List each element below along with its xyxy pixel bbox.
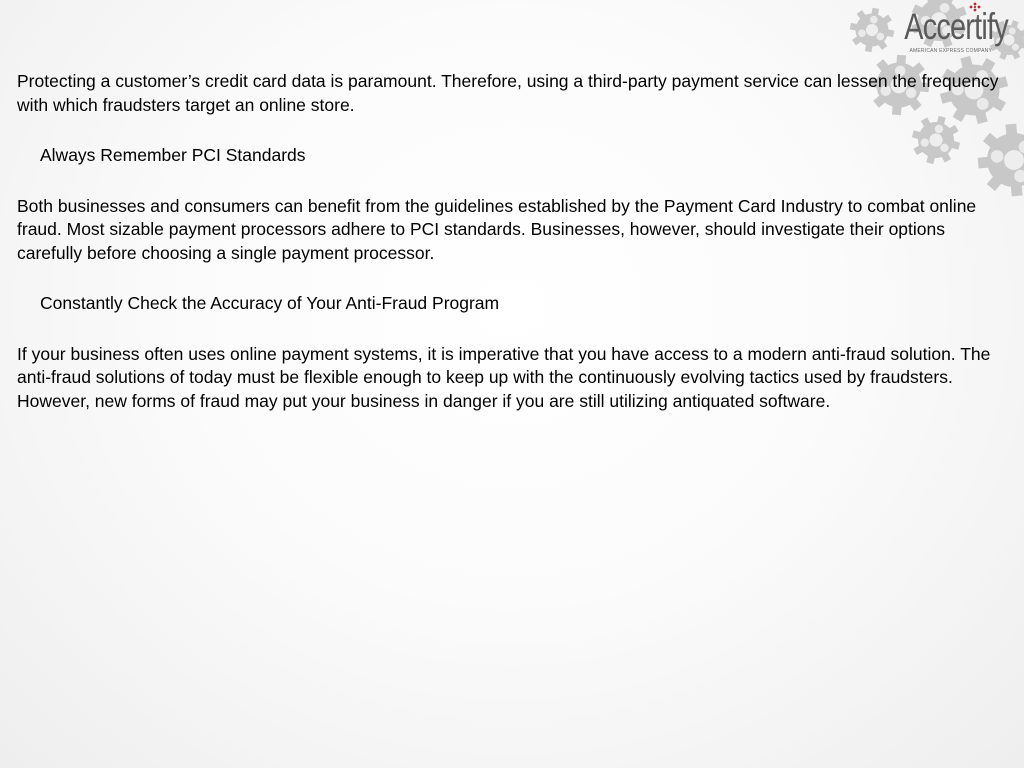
paragraph-anti-fraud: If your business often uses online payment systems, it is imperative that you have access to a modern anti-fraud solution. The anti-fraud solutions of today must be flexible enough to keep up with the continuously evolving tactics used by fraudsters. However, new forms of fraud may put your business in danger if you are still utilizing antiquated software. (17, 343, 991, 411)
heading-anti-fraud-program: Constantly Check the Accuracy of Your Anti-Fraud Program (40, 293, 500, 313)
paragraph-pci: Both businesses and consumers can benefit from the guidelines established by the Payment Card Industry to combat online fraud. Most sizable payment processors adhere to PCI standards. Businesses, however, should investigate their options carefully before choosing a single payment processor. (17, 195, 977, 263)
brand-logo (904, 2, 1016, 62)
logo-text: Accertify (904, 6, 1008, 47)
heading-pci-standards: Always Remember PCI Standards (40, 145, 306, 165)
paragraph-intro: Protecting a customer’s credit card data is paramount. Therefore, using a third-party payment service can lessen the frequency with which fraudsters target an online store. (17, 71, 999, 115)
document-body (17, 70, 1007, 413)
logo-tagline: AMERICAN EXPRESS COMPANY (909, 48, 992, 54)
